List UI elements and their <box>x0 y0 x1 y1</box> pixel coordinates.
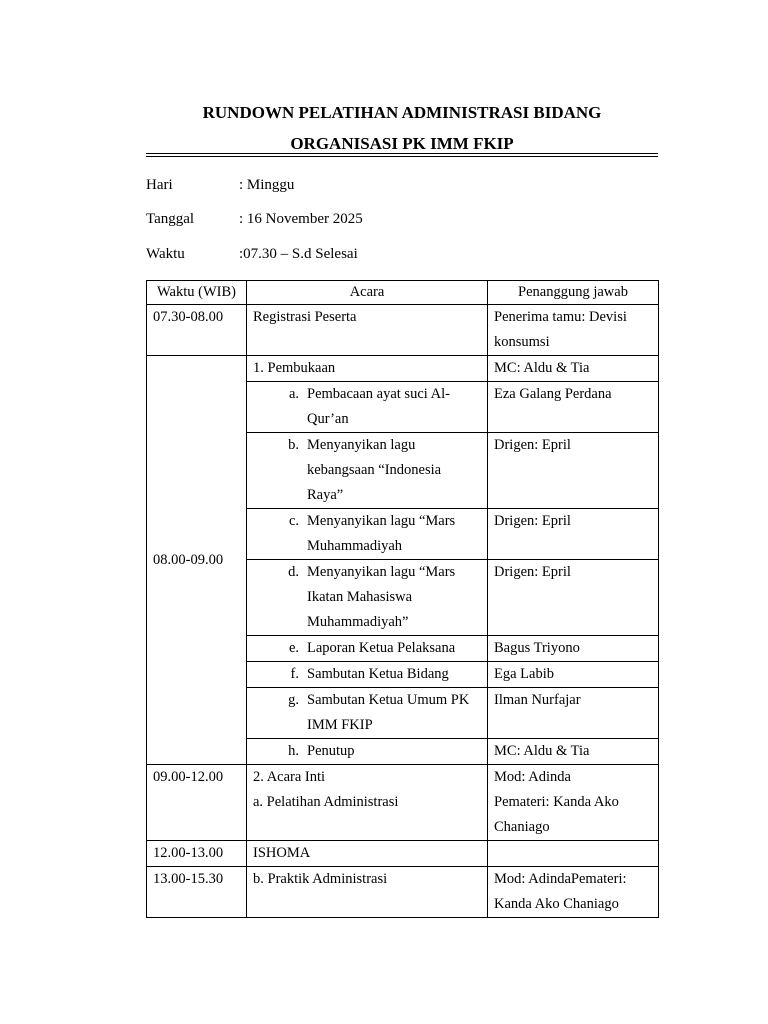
rundown-table <box>146 280 659 918</box>
acara-cell <box>247 739 488 765</box>
acara-line: Menyanyikan lagu “Mars <box>307 513 456 529</box>
time-cell: 12.00-13.00 <box>147 841 247 867</box>
pj-cell <box>488 841 659 867</box>
acara-cell <box>247 433 488 509</box>
table-row <box>147 356 659 382</box>
acara-line: IMM FKIP <box>307 717 373 733</box>
waktu-value: :07.30 – S.d Selesai <box>239 246 358 262</box>
pj-cell: Eza Galang Perdana <box>488 382 659 433</box>
acara-line: Muhammadiyah” <box>307 614 409 630</box>
table-row <box>147 867 659 918</box>
time-cell: 13.00-15.30 <box>147 867 247 918</box>
list-marker: e. <box>288 640 299 656</box>
table-row <box>147 841 659 867</box>
pj-cell: Drigen: Epril <box>488 560 659 636</box>
acara-cell <box>247 382 488 433</box>
title-line-1: RUNDOWN PELATIHAN ADMINISTRASI BIDANG <box>202 103 602 122</box>
time-cell: 07.30-08.00 <box>147 305 247 356</box>
acara-line: Raya” <box>307 487 344 503</box>
list-marker: c. <box>288 513 299 529</box>
pj-cell: Bagus Triyono <box>488 636 659 662</box>
tanggal-label: Tanggal <box>146 211 195 227</box>
pj-line: Chaniago <box>494 819 550 835</box>
acara-line: 2. Acara Inti <box>253 769 326 785</box>
list-marker: b. <box>288 437 299 453</box>
acara-line: a. Pelatihan Administrasi <box>253 794 399 810</box>
acara-line: Menyanyikan lagu “Mars <box>307 564 456 580</box>
pj-line: Kanda Ako Chaniago <box>494 896 619 912</box>
acara-cell: 1. Pembukaan <box>247 356 488 382</box>
table-row <box>147 765 659 841</box>
pj-cell: Drigen: Epril <box>488 509 659 560</box>
pj-cell: Drigen: Epril <box>488 433 659 509</box>
title-line-2: ORGANISASI PK IMM FKIP <box>290 134 514 153</box>
header-acara: Acara <box>247 281 488 305</box>
time-cell: 09.00-12.00 <box>147 765 247 841</box>
acara-line: Qur’an <box>307 411 349 427</box>
acara-line: Ikatan Mahasiswa <box>307 589 413 605</box>
pj-cell: MC: Aldu & Tia <box>488 356 659 382</box>
acara-cell: Registrasi Peserta <box>247 305 488 356</box>
acara-line: Sambutan Ketua Bidang <box>307 666 449 682</box>
acara-cell: b. Praktik Administrasi <box>247 867 488 918</box>
time-cell: 08.00-09.00 <box>147 356 247 765</box>
pj-line: Mod: Adinda <box>494 769 571 785</box>
table-row <box>147 305 659 356</box>
waktu-label: Waktu <box>146 246 185 262</box>
acara-cell <box>247 509 488 560</box>
pj-line: konsumsi <box>494 334 550 350</box>
pj-cell: Ilman Nurfajar <box>488 688 659 739</box>
list-marker: a. <box>288 386 299 402</box>
tanggal-value: : 16 November 2025 <box>239 211 363 227</box>
pj-line: Pemateri: Kanda Ako <box>494 794 619 810</box>
title-rule-top <box>146 153 658 154</box>
list-marker: f. <box>290 666 299 682</box>
acara-cell <box>247 560 488 636</box>
list-marker: d. <box>288 564 299 580</box>
acara-cell <box>247 662 488 688</box>
acara-line: Laporan Ketua Pelaksana <box>307 640 456 656</box>
pj-cell <box>488 305 659 356</box>
acara-line: Sambutan Ketua Umum PK <box>307 692 470 708</box>
pj-line: Mod: AdindaPemateri: <box>494 871 627 887</box>
acara-line: Pembacaan ayat suci Al- <box>307 386 450 402</box>
pj-cell: MC: Aldu & Tia <box>488 739 659 765</box>
pj-cell <box>488 867 659 918</box>
acara-cell <box>247 636 488 662</box>
acara-cell <box>247 688 488 739</box>
pj-line: Penerima tamu: Devisi <box>494 309 627 325</box>
header-waktu: Waktu (WIB) <box>147 281 247 305</box>
acara-line: Menyanyikan lagu <box>307 437 416 453</box>
acara-line: kebangsaan “Indonesia <box>307 462 442 478</box>
list-marker: g. <box>288 692 299 708</box>
pj-cell <box>488 765 659 841</box>
pj-cell: Ega Labib <box>488 662 659 688</box>
title-rule-bottom <box>146 156 658 157</box>
acara-line: Muhammadiyah <box>307 538 403 554</box>
hari-label: Hari <box>146 177 173 193</box>
hari-value: : Minggu <box>239 177 295 193</box>
acara-cell <box>247 765 488 841</box>
acara-cell: ISHOMA <box>247 841 488 867</box>
list-marker: h. <box>288 743 299 759</box>
table-header-row <box>147 281 659 305</box>
header-penanggung-jawab: Penanggung jawab <box>488 281 659 305</box>
acara-line: Penutup <box>307 743 355 759</box>
